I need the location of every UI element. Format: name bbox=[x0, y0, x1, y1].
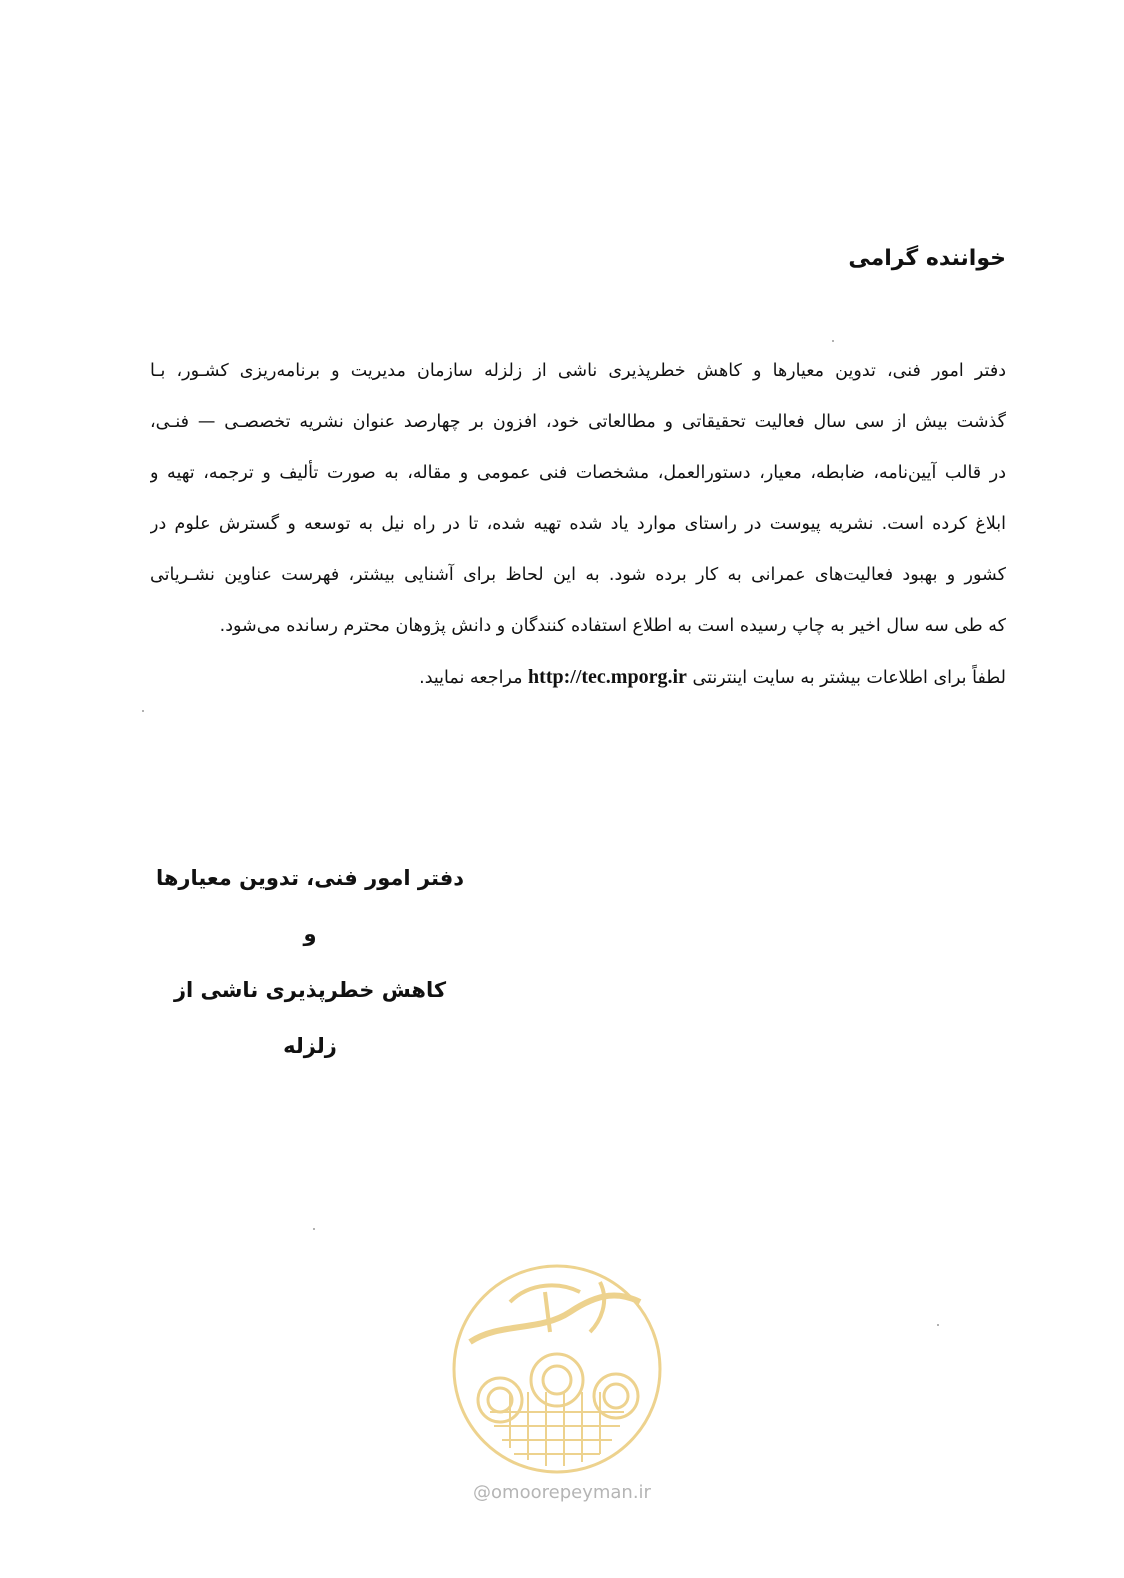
signature-line: و bbox=[303, 922, 317, 946]
body-line: ابلاغ کرده است. نشریه پیوست در راستای موارد یاد شده تهیه شده، تا در راه نیل به توسعه و گسترش علوم در bbox=[150, 514, 1006, 534]
website-link[interactable]: http://tec.mporg.ir bbox=[528, 666, 687, 688]
website-outro-text: مراجعه نمایید. bbox=[419, 668, 523, 688]
body-line-website bbox=[150, 652, 1006, 703]
signature-block bbox=[150, 850, 470, 1058]
body-paragraph bbox=[150, 346, 1006, 703]
scan-speck bbox=[937, 1324, 939, 1326]
signature-line: دفتر امور فنی، تدوین معیارها bbox=[155, 866, 465, 890]
body-line: گذشت بیش از سی سال فعالیت تحقیقاتی و مطالعاتی خود، افزون بر چهارصد عنوان نشریه تخصصـی — فنـی، bbox=[150, 412, 1006, 432]
omoorepeyman-seal-icon bbox=[450, 1262, 664, 1476]
watermark-url: @omoorepeyman.ir bbox=[473, 1482, 651, 1503]
page-heading: خواننده گرامی bbox=[848, 246, 1006, 271]
body-line: در قالب آیین‌نامه، ضابطه، معیار، دستورالعمل، مشخصات فنی عمومی و مقاله، به صورت تألیف و ترجمه، تهیه و bbox=[150, 463, 1006, 483]
body-line: دفتر امور فنی، تدوین معیارها و کاهش خطرپذیری ناشی از زلزله سازمان مدیریت و برنامه‌ریزی کشـور، بـا bbox=[150, 361, 1006, 381]
body-line: که طی سه سال اخیر به چاپ رسیده است به اطلاع استفاده کنندگان و دانش پژوهان محترم رسانده می‌شود. bbox=[219, 616, 1006, 636]
scan-speck bbox=[142, 710, 144, 712]
scan-speck bbox=[313, 1228, 315, 1230]
scan-speck bbox=[832, 340, 834, 342]
body-line: کشور و بهبود فعالیت‌های عمرانی به کار برده شود. به این لحاظ برای آشنایی بیشتر، فهرست عناوین نشـریاتی bbox=[150, 565, 1006, 585]
website-intro-text: لطفاً برای اطلاعات بیشتر به سایت اینترنتی bbox=[692, 668, 1006, 688]
signature-line: کاهش خطرپذیری ناشی از زلزله bbox=[173, 978, 447, 1058]
